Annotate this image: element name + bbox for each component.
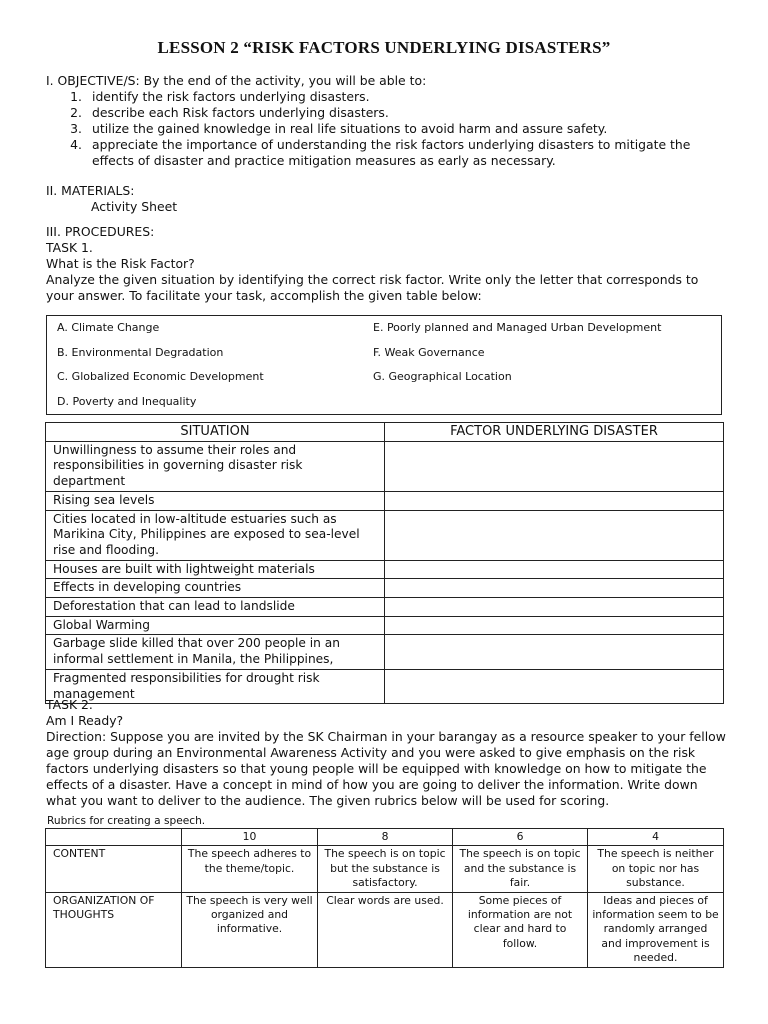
materials-item: Activity Sheet <box>91 199 178 214</box>
rubric-score-10: 10 <box>182 829 318 846</box>
rubric-cell: The speech is neither on topic nor has substance. <box>588 846 724 892</box>
rubrics-table <box>45 828 724 968</box>
table-row <box>46 616 724 635</box>
factor-option: F. Weak Governance <box>373 345 485 359</box>
objectives-section <box>46 73 726 169</box>
task1-label: TASK 1. <box>46 240 93 255</box>
factor-option: C. Globalized Economic Development <box>57 370 264 384</box>
rubrics-caption: Rubrics for creating a speech. <box>47 815 206 827</box>
situation-cell: Global Warming <box>46 616 385 635</box>
risk-factor-choices <box>46 315 722 415</box>
situation-cell: Effects in developing countries <box>46 579 385 598</box>
objective-item: 2. describe each Risk factors underlying disasters. <box>70 105 389 120</box>
rubric-score-8: 8 <box>318 829 453 846</box>
table-row <box>46 510 724 560</box>
answer-cell[interactable] <box>385 616 724 635</box>
answer-cell[interactable] <box>385 491 724 510</box>
rubric-header-blank <box>46 829 182 846</box>
situation-cell: Cities located in low-altitude estuaries such as Marikina City, Philippines are exposed to sea-level rise and flooding. <box>46 510 385 560</box>
situation-table <box>45 422 724 704</box>
factor-list-left <box>57 321 264 419</box>
objectives-list <box>68 89 726 169</box>
situation-cell: Houses are built with lightweight materials <box>46 560 385 579</box>
rubric-cell: The speech is very well organized and informative. <box>182 892 318 967</box>
materials-heading: II. MATERIALS: <box>46 183 135 198</box>
procedures-section <box>46 224 728 304</box>
rubric-cell: Clear words are used. <box>318 892 453 967</box>
situation-cell: Deforestation that can lead to landslide <box>46 598 385 617</box>
task2-question: Am I Ready? <box>46 713 124 728</box>
rubric-row <box>46 892 724 967</box>
task2-section <box>46 697 728 809</box>
objective-item: 3. utilize the gained knowledge in real life situations to avoid harm and assure safety. <box>70 121 608 136</box>
table-row <box>46 598 724 617</box>
factor-header: FACTOR UNDERLYING DISASTER <box>385 423 724 442</box>
answer-cell[interactable] <box>385 441 724 491</box>
objectives-heading: I. OBJECTIVE/S: By the end of the activity, you will be able to: <box>46 73 427 88</box>
rubric-score-4: 4 <box>588 829 724 846</box>
answer-cell[interactable] <box>385 510 724 560</box>
table-row <box>46 441 724 491</box>
answer-cell[interactable] <box>385 560 724 579</box>
rubric-criterion: ORGANIZATION OF THOUGHTS <box>46 892 182 967</box>
factor-list-right <box>373 321 661 395</box>
task1-instructions: Analyze the given situation by identifying the correct risk factor. Write only the letter that corresponds to your answer. To facilitate your task, accomplish the given table below: <box>46 272 699 303</box>
materials-section <box>46 183 726 215</box>
rubric-cell: The speech is on topic but the substance is satisfactory. <box>318 846 453 892</box>
factor-option: B. Environmental Degradation <box>57 345 224 359</box>
rubric-cell: Ideas and pieces of information seem to be randomly arranged and improvement is needed. <box>588 892 724 967</box>
situation-cell: Fragmented responsibilities for drought risk management <box>46 669 385 703</box>
procedures-heading: III. PROCEDURES: <box>46 224 155 239</box>
rubric-score-6: 6 <box>453 829 588 846</box>
table-row <box>46 635 724 669</box>
answer-cell[interactable] <box>385 598 724 617</box>
answer-cell[interactable] <box>385 635 724 669</box>
factor-option: G. Geographical Location <box>373 370 512 384</box>
task1-question: What is the Risk Factor? <box>46 256 195 271</box>
objective-item: 1. identify the risk factors underlying disasters. <box>70 89 370 104</box>
table-row <box>46 579 724 598</box>
rubric-cell: Some pieces of information are not clear and hard to follow. <box>453 892 588 967</box>
task2-direction: Direction: Suppose you are invited by the SK Chairman in your barangay as a resource speaker to your fellow age group during an Environmental Awareness Activity and you were asked to give emphasis on the risk factors underlying disasters so that young people will be equipped with knowledge on how to mitigate the effects of a disaster. Have a concept in mind of how you are going to deliver the information. Write down what you want to deliver to the audience. The given rubrics below will be used for scoring. <box>46 729 726 808</box>
rubric-criterion: CONTENT <box>46 846 182 892</box>
table-header-row <box>46 423 724 442</box>
situation-header: SITUATION <box>46 423 385 442</box>
table-row <box>46 560 724 579</box>
factor-option: D. Poverty and Inequality <box>57 394 197 408</box>
lesson-title: LESSON 2 “RISK FACTORS UNDERLYING DISASTERS” <box>157 38 611 57</box>
situation-cell: Unwillingness to assume their roles and responsibilities in governing disaster risk department <box>46 441 385 491</box>
answer-cell[interactable] <box>385 579 724 598</box>
rubric-cell: The speech adheres to the theme/topic. <box>182 846 318 892</box>
factor-option: A. Climate Change <box>57 321 160 334</box>
rubric-row <box>46 846 724 892</box>
table-row <box>46 491 724 510</box>
factor-option: E. Poorly planned and Managed Urban Development <box>373 321 662 334</box>
rubric-cell: The speech is on topic and the substance is fair. <box>453 846 588 892</box>
task2-label: TASK 2. <box>46 697 93 712</box>
objective-item: 4. appreciate the importance of understanding the risk factors underlying disasters to mitigate the effects of disaster and practice mitigation measures as early as necessary. <box>70 137 691 168</box>
situation-cell: Rising sea levels <box>46 491 385 510</box>
rubric-header-row <box>46 829 724 846</box>
situation-cell: Garbage slide killed that over 200 people in an informal settlement in Manila, the Philippines, <box>46 635 385 669</box>
